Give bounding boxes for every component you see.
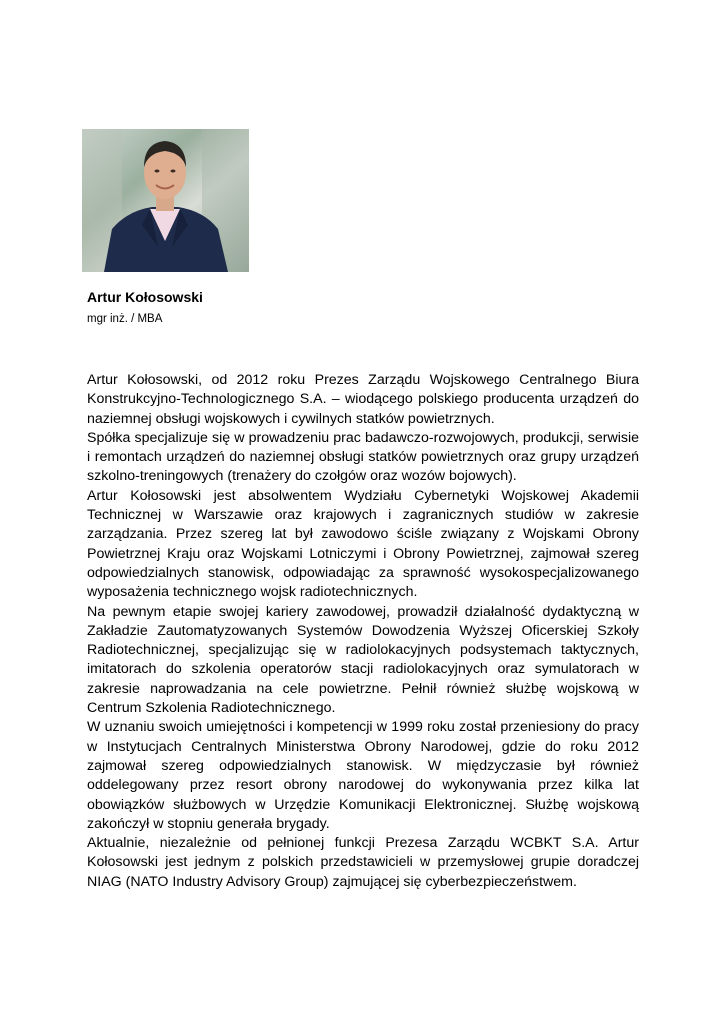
bio-paragraph: W uznaniu swoich umiejętności i kompetencji w 1999 roku został przeniesiony do pracy w Instytucjach Centralnych Ministerstwa Obrony Narodowej, gdzie do roku 2012 zajmował szereg odpowiedzialnych stanowisk. W międzyczasie był również oddelegowany przez resort obrony narodowej do wykonywania przez kilka lat obowiązków służbowych w Urzędzie Komunikacji Elektronicznej. Służbę wojskową zakończył w stopniu generała brygady.: [87, 719, 639, 832]
bio-paragraph: Na pewnym etapie swojej kariery zawodowej, prowadził działalność dydaktyczną w Zakładzie Zautomatyzowanych Systemów Dowodzenia Wyższej Oficerskiej Szkoły Radiotechnicznej, specjalizując się w radiolokacyjnych podsystemach taktycznych, imitatorach do szkolenia operatorów stacji radiolokacyjnych oraz symulatorach w zakresie naprowadzania na cele powietrzne. Pełnił również służbę wojskową w Centrum Szkolenia Radiotechnicznego.: [87, 603, 639, 717]
bio-paragraph: Artur Kołosowski jest absolwentem Wydziału Cybernetyki Wojskowej Akademii Technicznej w Warszawie oraz krajowych i zagranicznych studiów w zakresie zarządzania. Przez szereg lat był zawodowo ściśle związany z Wojskami Obrony Powietrznej Kraju oraz Wojskami Lotniczymi i Obrony Powietrznej, zajmował szereg odpowiedzialnych stanowisk, odpowiadając za sprawność wysokospecjalizowanego wyposażenia technicznego wojsk radiotechnicznych.: [87, 487, 639, 601]
biography: [87, 371, 639, 892]
profile-photo: [82, 129, 249, 272]
academic-degree: mgr inż. / MBA: [87, 313, 163, 325]
bio-paragraph: Artur Kołosowski, od 2012 roku Prezes Zarządu Wojskowego Centralnego Biura Konstrukcyjno-Technologicznego S.A. – wiodącego polskiego producenta urządzeń do naziemnej obsługi wojskowych i cywilnych statków powietrznych.: [87, 372, 639, 427]
person-name: Artur Kołosowski: [87, 289, 203, 305]
bio-paragraph: Spółka specjalizuje się w prowadzeniu prac badawczo-rozwojowych, produkcji, serwisie i remontach urządzeń do naziemnej obsługi statków powietrznych oraz grupy urządzeń szkolno-treningowych (trenażery do czołgów oraz wozów bojowych).: [87, 429, 639, 485]
bio-paragraph: Aktualnie, niezależnie od pełnionej funkcji Prezesa Zarządu WCBKT S.A. Artur Kołosowski jest jednym z polskich przedstawicieli w przemysłowej grupie doradczej NIAG (NATO Industry Advisory Group) zajmującej się cyberbezpieczeństwem.: [87, 835, 639, 890]
portrait-illustration: [82, 129, 249, 272]
